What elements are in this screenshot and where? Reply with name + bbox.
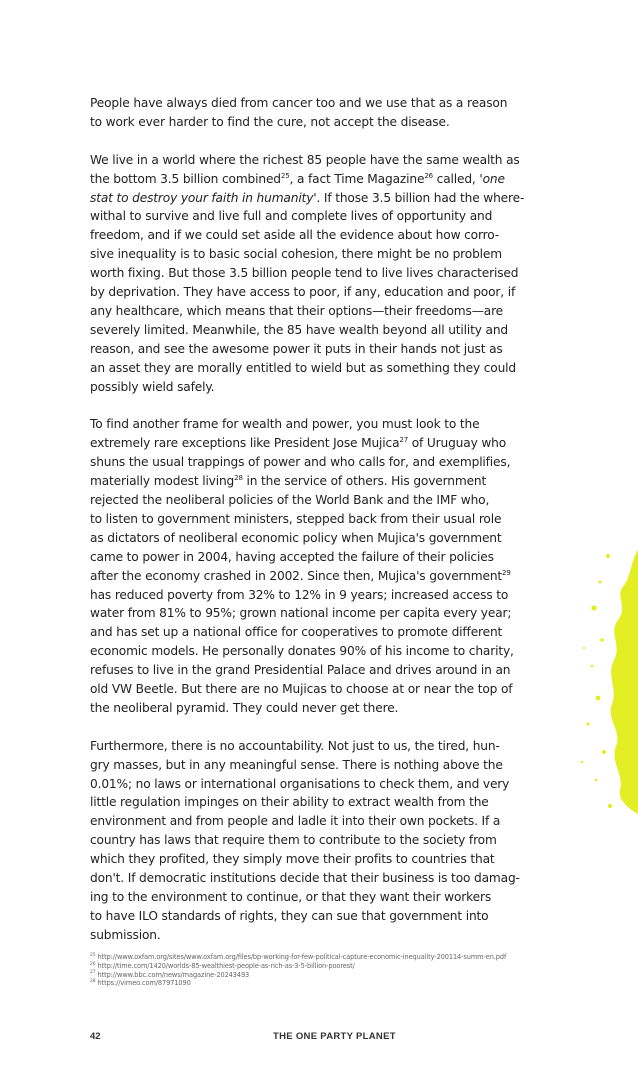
text-line: 0.01%; no laws or international organisations to check them, and very	[90, 776, 510, 791]
text-line: People have always died from cancer too and we use that as a reason	[90, 96, 508, 110]
paragraph-3	[90, 415, 514, 718]
footnote-url[interactable]: https://vimeo.com/87971090	[97, 979, 191, 988]
text-line	[90, 170, 504, 189]
footnote-ref-27[interactable]: 27	[399, 436, 408, 445]
text-line: country has laws that require them to contribute to the society from	[90, 833, 497, 848]
text-line: old VW Beetle. But there are no Mujicas to choose at or near the top of	[90, 682, 513, 697]
text-line: reason, and see the awesome power it puts in their hands not just as	[90, 341, 503, 356]
footnote-url[interactable]: http://www.bbc.com/news/magazine-20243493	[97, 970, 250, 979]
text-line: Furthermore, there is no accountability. Not just to us, the tired, hun-	[90, 738, 500, 753]
text-line: the neoliberal pyramid. They could never get there.	[90, 700, 399, 715]
text-line: gry masses, but in any meaningful sense. There is nothing above the	[90, 757, 503, 772]
footnote-28[interactable]	[90, 979, 560, 988]
footnote-25[interactable]	[90, 953, 560, 962]
text-line	[90, 189, 525, 208]
footnote-number: 26	[90, 961, 96, 967]
text-line	[90, 472, 504, 491]
footnote-26[interactable]	[90, 962, 560, 971]
text-line: freedom, and if we could set aside all the evidence about how corro-	[90, 228, 499, 243]
text-line: an asset they are morally entitled to wield but as something they could	[90, 360, 516, 375]
text-run: in the service of others. His government	[242, 474, 487, 489]
text-line	[90, 567, 511, 586]
text-line: environment and from people and ladle it into their own pockets. If a	[90, 814, 501, 829]
publication-title: THE ONE PARTY PLANET	[273, 1031, 396, 1042]
text-line: as dictators of neoliberal economic policy when Mujica's government	[90, 530, 502, 545]
footnote-ref-28[interactable]: 28	[234, 474, 243, 483]
text-line: don't. If democratic institutions decide that their business is too damag-	[90, 871, 520, 886]
text-line: possibly wield safely.	[90, 379, 215, 394]
text-run: of Uruguay who	[408, 436, 507, 451]
quote-text: 'one	[479, 171, 505, 186]
text-line	[90, 434, 507, 453]
paragraph-4	[90, 737, 520, 945]
main-text	[90, 94, 525, 964]
text-line: economic models. He personally donates 90% of his income to charity,	[90, 644, 514, 659]
text-line: shuns the usual trappings of power and who calls for, and exemplifies,	[90, 455, 511, 470]
text-line: came to power in 2004, having accepted the failure of their policies	[90, 549, 494, 564]
text-run: the bottom 3.5 billion combined	[90, 171, 281, 186]
footnote-ref-26[interactable]: 26	[424, 171, 433, 180]
footnote-ref-25[interactable]: 25	[280, 171, 290, 180]
page-number: 42	[90, 1031, 101, 1042]
text-line: withal to survive and live full and complete lives of opportunity and	[90, 209, 493, 224]
footnote-ref-29[interactable]: 29	[502, 568, 511, 577]
paragraph-2	[90, 151, 525, 397]
text-line: worth fixing. But those 3.5 billion people tend to live lives characterised	[90, 266, 519, 281]
paragraph-1	[90, 94, 508, 132]
footnote-number: 25	[90, 952, 96, 958]
quote-text: stat to destroy your faith in humanity'	[90, 190, 317, 205]
text-line: to work ever harder to find the cure, not accept the disease.	[90, 114, 450, 129]
text-run: , a fact Time Magazine	[289, 171, 425, 186]
text-line: to have ILO standards of rights, they can sue that government into	[90, 908, 489, 923]
text-line: submission.	[90, 927, 161, 942]
text-line: any healthcare, which means that their options—their freedoms—are	[90, 303, 504, 318]
footnote-number: 28	[90, 979, 96, 985]
paint-splash-decoration	[578, 548, 638, 818]
page-footer	[90, 1031, 504, 1045]
text-run: materially modest living	[90, 474, 235, 489]
text-line: and has set up a national office for cooperatives to promote different	[90, 625, 503, 640]
text-line: to listen to government ministers, stepped back from their usual role	[90, 511, 502, 526]
footnotes	[90, 953, 560, 988]
text-line: severely limited. Meanwhile, the 85 have wealth beyond all utility and	[90, 322, 509, 337]
text-line: little regulation impinges on their ability to extract wealth from the	[90, 795, 489, 810]
text-line: refuses to live in the grand Presidential Palace and drives around in an	[90, 663, 511, 678]
text-line: has reduced poverty from 32% to 12% in 9 years; increased access to	[90, 587, 509, 602]
text-run: called,	[432, 171, 480, 186]
text-line: To find another frame for wealth and power, you must look to the	[90, 417, 480, 432]
text-run: after the economy crashed in 2002. Since then, Mujica's government	[90, 568, 503, 583]
text-line: sive inequality is to basic social cohesion, there might be no problem	[90, 247, 502, 262]
text-line: by deprivation. They have access to poor, if any, education and poor, if	[90, 285, 516, 300]
text-line: ing to the environment to continue, or that they want their workers	[90, 890, 492, 905]
text-line: rejected the neoliberal policies of the World Bank and the IMF who,	[90, 493, 490, 507]
text-run: . If those 3.5 billion had the where-	[316, 190, 525, 205]
text-line: We live in a world where the richest 85 people have the same wealth as	[90, 152, 520, 167]
footnote-number: 27	[90, 970, 96, 976]
footnote-url[interactable]: http://www.oxfam.org/sites/www.oxfam.org/files/bp-working-for-few-political-capture-economic-inequality-200114-summ-en.pdf	[97, 953, 507, 961]
text-run: extremely rare exceptions like President Jose Mujica	[90, 436, 400, 451]
text-line: water from 81% to 95%; grown national income per capita every year;	[90, 606, 512, 621]
footnote-url[interactable]: http://time.com/1420/worlds-85-wealthiest-people-as-rich-as-3-5-billion-poorest/	[97, 961, 355, 970]
text-line: which they profited, they simply move their profits to countries that	[90, 852, 495, 867]
